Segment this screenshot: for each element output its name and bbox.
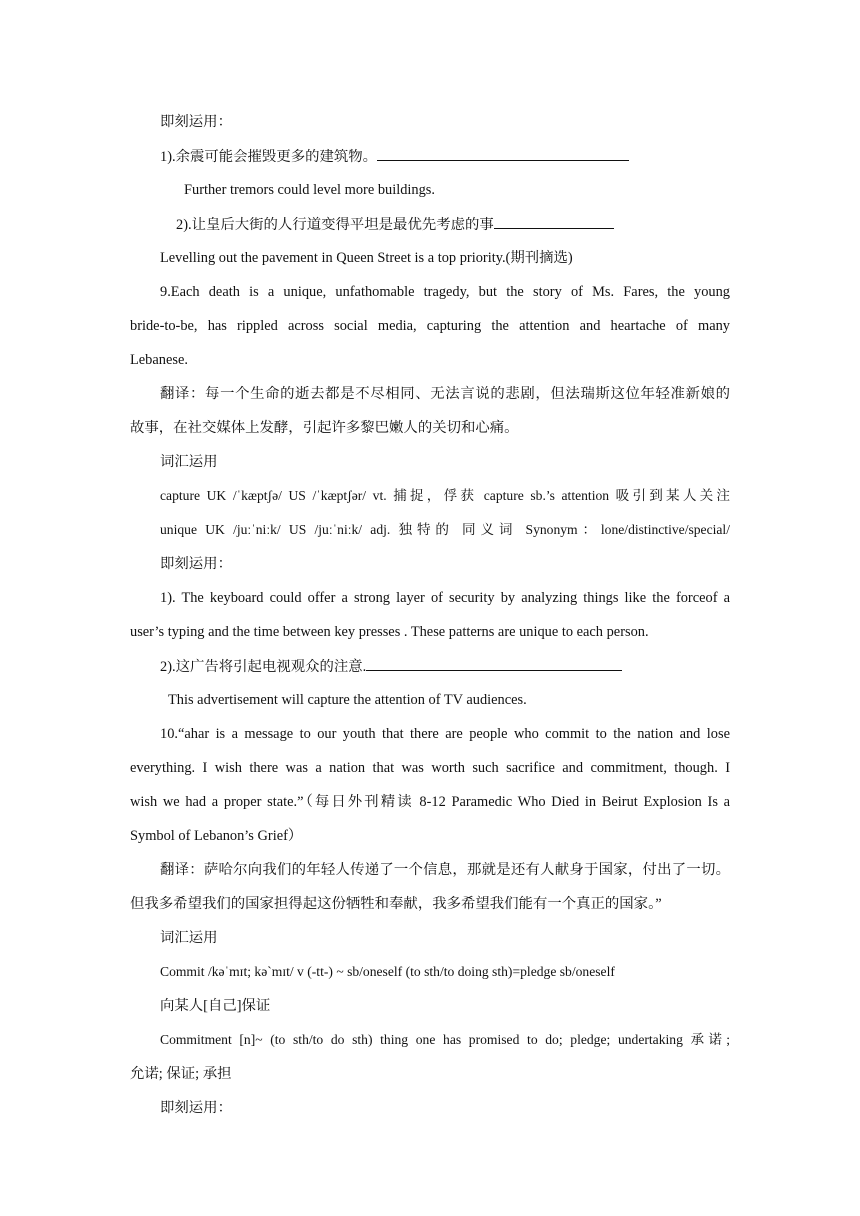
- answer-text: Further tremors could level more buildings.: [184, 182, 435, 198]
- exercise-item: 2).这广告将引起电视观众的注意.: [160, 656, 760, 677]
- vocab-entry: capture UK /ˈkæptʃə/ US /ˈkæptʃər/ vt. 捕捉，俘获 capture sb.’s attention 吸引到某人关注: [160, 488, 730, 503]
- translation-line: 翻译：萨哈尔向我们的年轻人传递了一个信息，那就是还有人献身于国家，付出了一切。: [160, 862, 730, 878]
- vocab-entry: Commitment [n]~ (to sth/to do sth) thing one has promised to do; pledge; undertaking 承诺;: [160, 1032, 730, 1047]
- translation-line: 故事，在社交媒体上发酵，引起许多黎巴嫩人的关切和心痛。: [130, 420, 519, 436]
- vocab-heading: 词汇运用: [160, 930, 218, 946]
- exercise-line: user’s typing and the time between key presses . These patterns are unique to each person.: [130, 624, 649, 640]
- vocab-entry: 允诺; 保证; 承担: [130, 1066, 232, 1082]
- translation-line: 翻译：每一个生命的逝去都是不尽相同、无法言说的悲剧，但法瑞斯这位年轻准新娘的: [160, 386, 730, 402]
- practice-heading: 即刻运用：: [160, 1100, 232, 1116]
- paragraph-line: 9.Each death is a unique, unfathomable tragedy, but the story of Ms. Fares, the young: [160, 284, 730, 300]
- answer-blank: [494, 214, 614, 229]
- answer-text: Levelling out the pavement in Queen Street is a top priority.(期刊摘选): [160, 250, 573, 266]
- answer-blank: [377, 146, 629, 161]
- paragraph-line: Lebanese.: [130, 352, 188, 368]
- vocab-heading: 词汇运用: [160, 454, 218, 470]
- translation-line: 但我多希望我们的国家担得起这份牺牲和奉献，我多希望我们能有一个真正的国家。”: [130, 896, 662, 912]
- paragraph-line: wish we had a proper state.”（每日外刊精读 8-12 Paramedic Who Died in Beirut Explosion Is a: [130, 794, 730, 810]
- paragraph-line: everything. I wish there was a nation that was worth such sacrifice and commitment, though. I: [130, 760, 730, 776]
- paragraph-line: Symbol of Lebanon’s Grief）: [130, 828, 303, 844]
- vocab-entry: 向某人[自己]保证: [160, 998, 271, 1014]
- practice-heading: 即刻运用：: [160, 114, 232, 130]
- practice-heading: 即刻运用：: [160, 556, 232, 572]
- exercise-item: 1).余震可能会摧毁更多的建筑物。: [160, 146, 760, 167]
- vocab-entry: Commit /kəˈmɪt; kə`mɪt/ v (-tt-) ~ sb/oneself (to sth/to doing sth)=pledge sb/oneself: [160, 964, 615, 979]
- paragraph-line: bride-to-be, has rippled across social media, capturing the attention and heartache of many: [130, 318, 730, 334]
- answer-blank: [366, 656, 622, 671]
- exercise-item: 2).让皇后大街的人行道变得平坦是最优先考虑的事: [176, 214, 776, 235]
- paragraph-line: 10.“ahar is a message to our youth that there are people who commit to the nation and lose: [160, 726, 730, 742]
- answer-text: This advertisement will capture the attention of TV audiences.: [168, 692, 527, 708]
- vocab-entry: unique UK /juːˈniːk/ US /juːˈniːk/ adj. 独特的 同义词 Synonym：lone/distinctive/special/: [160, 522, 730, 537]
- exercise-line: 1). The keyboard could offer a strong layer of security by analyzing things like the forceof a: [160, 590, 730, 606]
